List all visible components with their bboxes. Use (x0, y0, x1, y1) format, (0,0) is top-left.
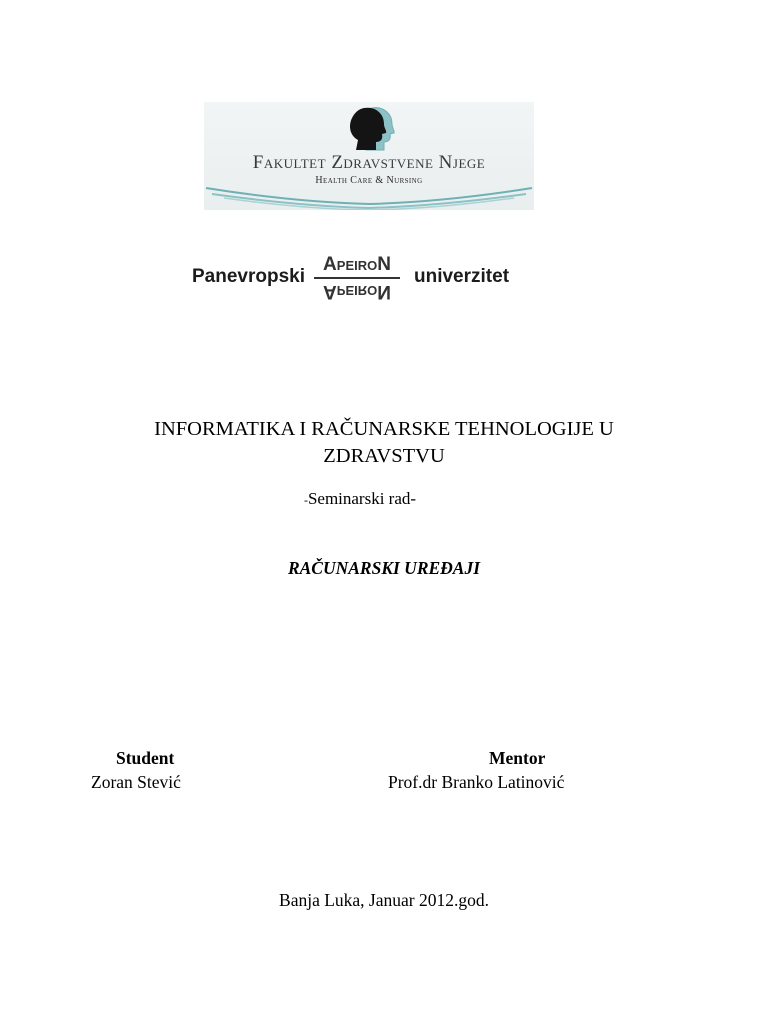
apeiron-brand-mirrored: ApeiroN (323, 281, 391, 302)
apeiron-brand-top: ApeiroN (323, 254, 391, 275)
open-book-icon (204, 184, 534, 210)
faculty-subtitle: Health Care & Nursing (315, 175, 423, 186)
place-date: Banja Luka, Januar 2012.god. (279, 890, 489, 910)
university-right-word: univerzitet (414, 266, 510, 287)
heads-profile-icon (342, 106, 402, 154)
university-left-word: Panevropski (192, 266, 305, 287)
university-logo (188, 254, 528, 304)
apeiron-divider (314, 277, 400, 279)
subtitle-text: Seminarski rad- (307, 489, 417, 508)
document-title (84, 416, 684, 470)
title-line-2: ZDRAVSTVU (323, 445, 445, 467)
student-label: Student (116, 748, 175, 768)
faculty-name: Fakultet Zdravstvene Njege (252, 152, 486, 173)
title-line-1: INFORMATIKA I RAČUNARSKE TEHNOLOGIJE U (154, 418, 614, 440)
document-topic: RAČUNARSKI UREĐAJI (287, 558, 481, 578)
mentor-label: Mentor (489, 748, 546, 768)
student-name: Zoran Stević (91, 772, 181, 792)
document-subtitle (260, 489, 460, 509)
subtitle-prefix: - (303, 493, 308, 507)
faculty-logo (204, 102, 534, 210)
apeiron-mark (312, 254, 402, 304)
mentor-name: Prof.dr Branko Latinović (388, 772, 565, 792)
